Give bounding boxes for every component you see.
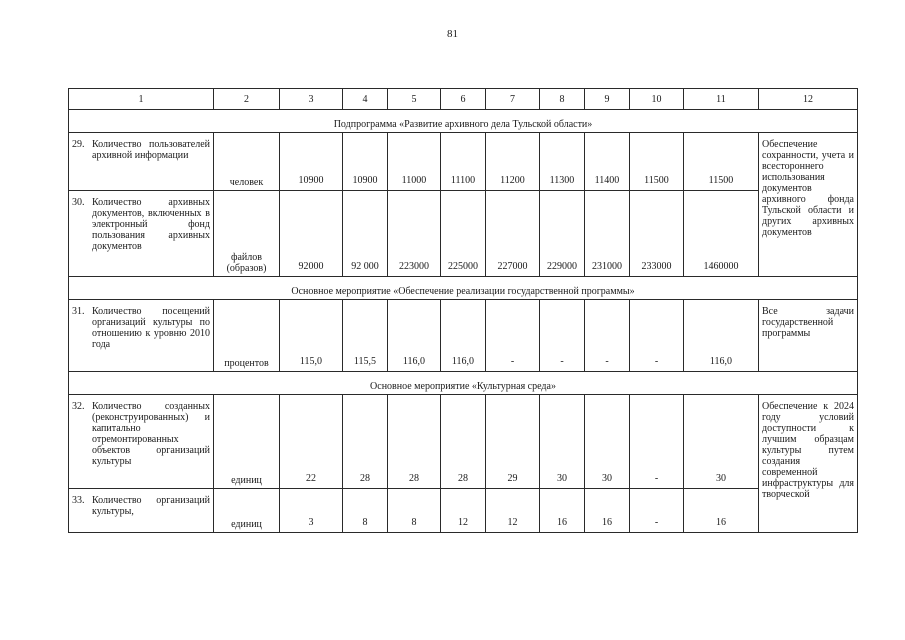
value-cell: 115,5 xyxy=(343,300,388,372)
row-number: 32. xyxy=(72,401,85,412)
column-header: 7 xyxy=(486,89,540,110)
indicator-name: Количество организаций культуры, xyxy=(92,495,210,517)
value-cell: 3 xyxy=(280,489,343,533)
value-cell: 11100 xyxy=(441,133,486,191)
value-cell: - xyxy=(486,300,540,372)
value-cell: 10900 xyxy=(280,133,343,191)
goal-cell: Обеспечение к 2024 году условий доступности к лучшим образцам культуры путем создания современной инфраструктуры для творческой xyxy=(759,395,858,533)
goal-cell: Обеспечение сохранности, учета и всестороннего использования документов архивного фонда Тульской области и других архивных документов xyxy=(759,133,858,277)
value-cell: 223000 xyxy=(388,191,441,277)
value-cell: 10900 xyxy=(343,133,388,191)
table-row xyxy=(69,489,858,533)
value-cell: 11000 xyxy=(388,133,441,191)
indicator-name-cell xyxy=(69,133,214,191)
value-cell: 11500 xyxy=(630,133,684,191)
value-cell: 11400 xyxy=(585,133,630,191)
section-title: Подпрограмма «Развитие архивного дела Тульской области» xyxy=(69,110,858,133)
table-row xyxy=(69,191,858,277)
value-cell: 30 xyxy=(684,395,759,489)
value-cell: 11300 xyxy=(540,133,585,191)
indicator-name-cell xyxy=(69,395,214,489)
value-cell: 116,0 xyxy=(388,300,441,372)
value-cell: - xyxy=(630,300,684,372)
value-cell: - xyxy=(630,395,684,489)
indicator-name: Количество созданных (реконструированных) и капитально отремонтированных объектов организаций культуры xyxy=(92,401,210,467)
indicator-name-cell xyxy=(69,191,214,277)
unit-cell: человек xyxy=(214,133,280,191)
value-cell: 16 xyxy=(540,489,585,533)
section-title: Основное мероприятие «Культурная среда» xyxy=(69,372,858,395)
unit-cell: единиц xyxy=(214,489,280,533)
value-cell: 22 xyxy=(280,395,343,489)
value-cell: 29 xyxy=(486,395,540,489)
indicator-name: Количество посещений организаций культуры по отношению к уровню 2010 года xyxy=(92,306,210,350)
table-row xyxy=(69,395,858,489)
column-header: 6 xyxy=(441,89,486,110)
row-number: 30. xyxy=(72,197,85,208)
value-cell: 225000 xyxy=(441,191,486,277)
value-cell: 16 xyxy=(684,489,759,533)
page-number: 81 xyxy=(447,28,458,40)
section-row xyxy=(69,110,858,133)
table-row xyxy=(69,300,858,372)
row-number: 29. xyxy=(72,139,85,150)
row-number: 33. xyxy=(72,495,85,506)
value-cell: 11500 xyxy=(684,133,759,191)
value-cell: 8 xyxy=(343,489,388,533)
section-row xyxy=(69,372,858,395)
section-title: Основное мероприятие «Обеспечение реализации государственной программы» xyxy=(69,277,858,300)
value-cell: 231000 xyxy=(585,191,630,277)
column-header: 1 xyxy=(69,89,214,110)
value-cell: 28 xyxy=(388,395,441,489)
value-cell: - xyxy=(630,489,684,533)
value-cell: 92 000 xyxy=(343,191,388,277)
indicators-table xyxy=(68,88,858,533)
column-header: 9 xyxy=(585,89,630,110)
value-cell: 28 xyxy=(441,395,486,489)
column-header: 11 xyxy=(684,89,759,110)
unit-cell: процентов xyxy=(214,300,280,372)
indicator-name: Количество архивных документов, включенных в электронный фонд пользования архивных документов xyxy=(92,197,210,252)
indicator-name: Количество пользователей архивной информации xyxy=(92,139,210,161)
value-cell: 227000 xyxy=(486,191,540,277)
unit-cell: единиц xyxy=(214,395,280,489)
header-row xyxy=(69,89,858,110)
column-header: 10 xyxy=(630,89,684,110)
value-cell: 12 xyxy=(486,489,540,533)
value-cell: 115,0 xyxy=(280,300,343,372)
value-cell: 1460000 xyxy=(684,191,759,277)
column-header: 3 xyxy=(280,89,343,110)
value-cell: 116,0 xyxy=(441,300,486,372)
column-header: 12 xyxy=(759,89,858,110)
section-row xyxy=(69,277,858,300)
column-header: 8 xyxy=(540,89,585,110)
unit-cell: файлов (образов) xyxy=(214,191,280,277)
goal-cell: Все задачи государственной программы xyxy=(759,300,858,372)
value-cell: 229000 xyxy=(540,191,585,277)
value-cell: 116,0 xyxy=(684,300,759,372)
table-row xyxy=(69,133,858,191)
value-cell: 30 xyxy=(585,395,630,489)
value-cell: 28 xyxy=(343,395,388,489)
column-header: 5 xyxy=(388,89,441,110)
value-cell: 233000 xyxy=(630,191,684,277)
column-header: 4 xyxy=(343,89,388,110)
value-cell: - xyxy=(585,300,630,372)
indicator-name-cell xyxy=(69,489,214,533)
value-cell: - xyxy=(540,300,585,372)
column-header: 2 xyxy=(214,89,280,110)
value-cell: 12 xyxy=(441,489,486,533)
value-cell: 92000 xyxy=(280,191,343,277)
value-cell: 30 xyxy=(540,395,585,489)
value-cell: 8 xyxy=(388,489,441,533)
value-cell: 11200 xyxy=(486,133,540,191)
row-number: 31. xyxy=(72,306,85,317)
indicator-name-cell xyxy=(69,300,214,372)
value-cell: 16 xyxy=(585,489,630,533)
